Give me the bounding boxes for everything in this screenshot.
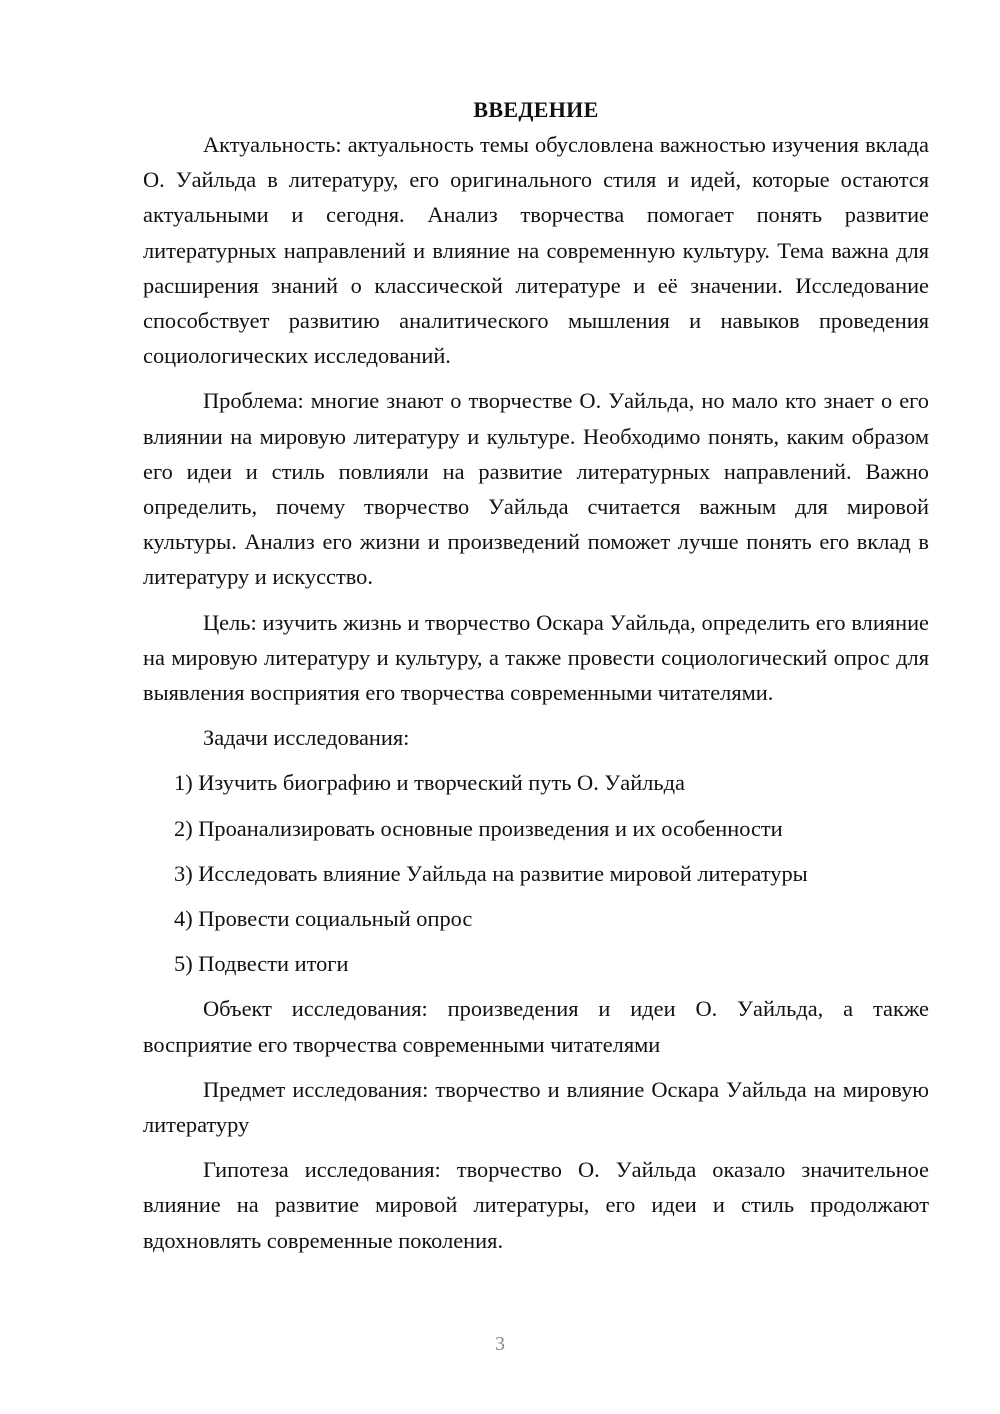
paragraph-spacer [143, 595, 929, 605]
tasks-heading: Задачи исследования: [203, 725, 410, 751]
page-title: ВВЕДЕНИЕ [473, 97, 599, 122]
list-item: 4) Провести социальный опрос [174, 906, 473, 932]
list-item: 3) Исследовать влияние Уайльда на развитие мировой литературы [174, 860, 808, 886]
object-paragraph: Объект исследования: произведения и идеи О. Уайльда, а также восприятие его творчества современными читателями [143, 996, 929, 1057]
subject-paragraph: Предмет исследования: творчество и влияние Оскара Уайльда на мировую литературу [143, 1076, 929, 1138]
goal-paragraph: Цель: изучить жизнь и творчество Оскара Уайльда, определить его влияние на мировую литературу и культуру, а также провести социологический опрос для выявления восприятия его творчества современными читателями. [143, 609, 929, 706]
paragraph-spacer [143, 373, 929, 383]
relevance-paragraph: Актуальность: актуальность темы обусловлена важностью изучения вклада О. Уайльда в литературу, его оригинального стиля и идей, которые остаются актуальными и сегодня. Анализ творчества помогает понять развитие литературных направлений и влияние на современную культуру. Тема важна для расширения знаний о классической литературе и её значении. Исследование способствует развитию аналитического мышления и навыков проведения социологических исследований. [143, 132, 929, 369]
document-page [143, 92, 929, 1258]
hypothesis-paragraph: Гипотеза исследования: творчество О. Уайльда оказало значительное влияние на развитие мировой литературы, его идеи и стиль продолжают вдохновлять современные поколения. [143, 1157, 929, 1253]
list-item: 2) Проанализировать основные произведения и их особенности [174, 815, 783, 841]
paragraph-spacer [143, 1062, 929, 1072]
paragraph-spacer [143, 1142, 929, 1152]
problem-paragraph: Проблема: многие знают о творчестве О. Уайльда, но мало кто знает о его влиянии на мировую литературу и культуре. Необходимо понять, каким образом его идеи и стиль повлияли на развитие литературных направлений. Важно определить, почему творчество Уайльда считается важным для мировой культуры. Анализ его жизни и произведений поможет лучше понять его вклад в литературу и искусство. [143, 388, 929, 590]
page-number: 3 [495, 1333, 505, 1355]
list-item: 5) Подвести итоги [174, 951, 349, 977]
list-item: 1) Изучить биографию и творческий путь О. Уайльда [174, 770, 685, 796]
tasks-list [143, 765, 929, 981]
paragraph-spacer [143, 710, 929, 720]
